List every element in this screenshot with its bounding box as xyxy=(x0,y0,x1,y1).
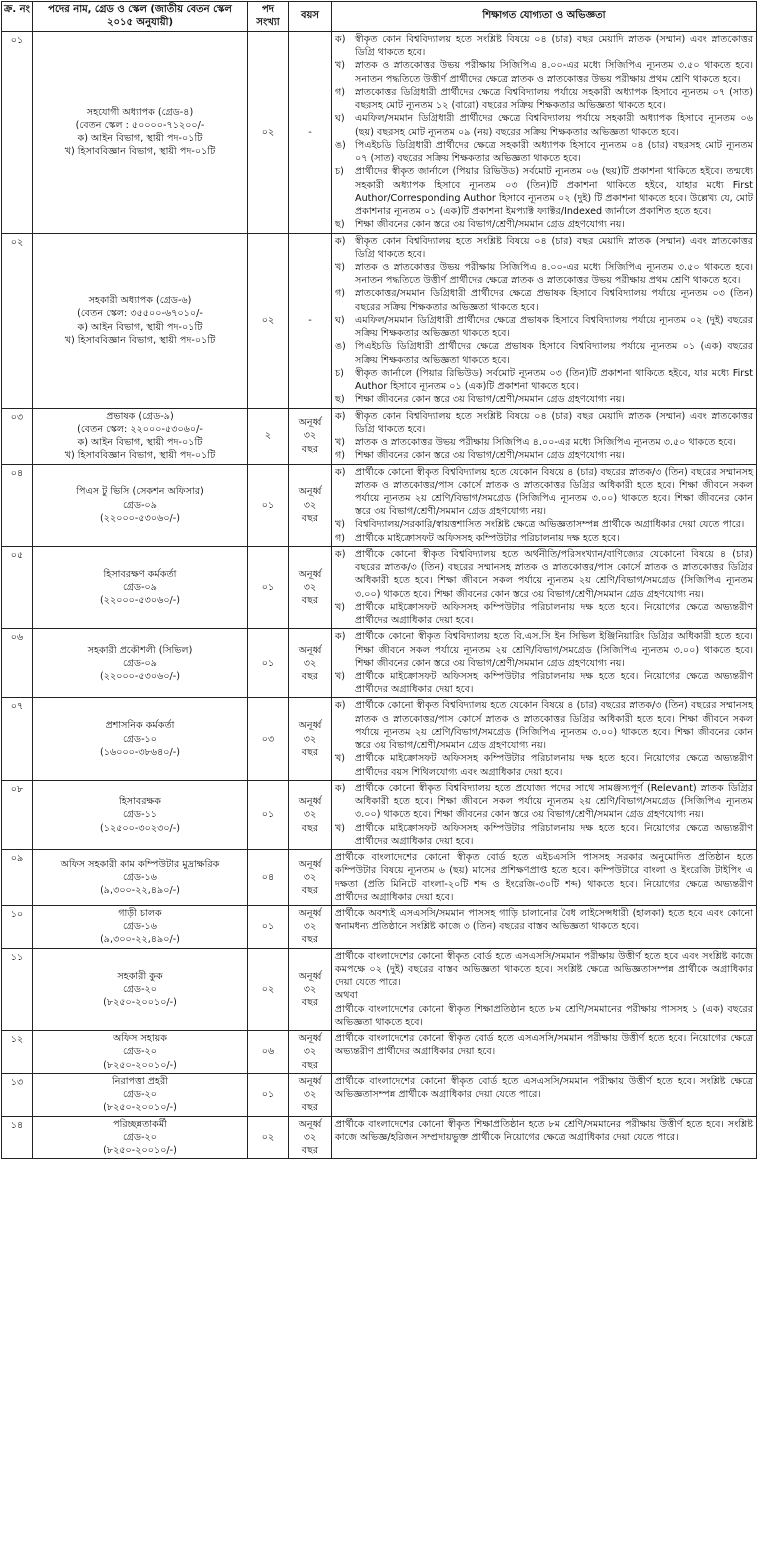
qualification-item xyxy=(335,1032,753,1058)
post-title: প্রশাসনিক কর্মকর্তা xyxy=(105,720,175,732)
table-row xyxy=(2,850,757,906)
qualification-marker: ক) xyxy=(335,631,346,643)
age-line: ৩২ xyxy=(303,1046,317,1058)
qualification-item xyxy=(335,393,753,406)
age-line: বছর xyxy=(301,671,319,683)
qualification-marker: গ) xyxy=(335,450,346,462)
qualification-item xyxy=(335,532,753,545)
qualification-cell xyxy=(332,464,757,546)
age-cell xyxy=(289,906,332,949)
qualification-marker: খ) xyxy=(335,601,346,613)
age-line: অনূর্ধ্ব xyxy=(298,908,322,919)
post-detail: (২২০০০-৫৩০৬০/-) xyxy=(99,671,180,683)
post-cell xyxy=(33,698,248,780)
age-line: ৩২ xyxy=(303,921,317,933)
qualification-text: স্নাতক ও স্নাতকোত্তর উভয় পরীক্ষায় সিজিপিএ ৪.০০-এর মধ্যে সিজিপিএ ন্যূনতম ৩.৫০ থাকতে হবে। সনাতন পদ্ধতিতে উত্তীর্ণ প্রার্থীদের ক্ষেত্রে স্নাতক ও স্নাতকোত্তর উভয় পরীক্ষায় প্রথম শ্রেণি থাকতে হবে। xyxy=(355,261,753,287)
age-line: বছর xyxy=(301,1144,319,1156)
qualification-item xyxy=(335,287,753,313)
post-detail: গ্রেড-১১ xyxy=(122,809,158,821)
age-cell xyxy=(289,948,332,1030)
qualification-text: স্নাতক ও স্নাতকোত্তর উভয় পরীক্ষায় সিজিপিএ ৪.০০-এর মধ্যে সিজিপিএ ন্যূনতম ৩.৫০ থাকতে হবে। xyxy=(355,437,736,449)
qualification-item xyxy=(335,218,753,231)
qualification-text: প্রার্থীকে কোনো স্বীকৃত বিশ্ববিদ্যালয় হতে অর্থনীতি/পরিসংখ্যান/বাণিজ্যের যেকোনো বিষয়ে ৪ (চার) বছরের স্নাতক/৩ (তিন) বছরের সম্মানসহ স্নাতক ও স্নাতকোত্তর/পাস কোর্সে স্নাতক ও স্নাতকোত্তর ডিগ্রির অধিকারী হতে হবে। শিক্ষা জীবনে সকল পর্যায়ে ন্যূনতম ২য় শ্রেণি/বিভাগ/সমগ্রেড (সিজিপিএ ন্যূনতম ৩.০০) থাকতে হবে। শিক্ষা জীবনের কোন স্তরে ৩য় বিভাগ/শ্রেণী/সমমান গ্রেড গ্রহণযোগ্য নয়। xyxy=(355,548,753,600)
serial-cell: ১৩ xyxy=(2,1073,33,1116)
vacancy-table xyxy=(1,1,757,1159)
qualification-item xyxy=(335,165,753,218)
qualification-text: প্রার্থীকে বাংলাদেশের কোনো স্বীকৃত শিক্ষাপ্রতিষ্ঠান হতে ৮ম শ্রেণি/সমমানের পরীক্ষায় পাসসহ ১ (এক) বছরের অভিজ্ঞতা থাকতে হবে। xyxy=(335,1003,753,1028)
post-cell xyxy=(33,546,248,628)
age-line: ৩২ xyxy=(303,657,317,669)
table-row xyxy=(2,1031,757,1074)
post-detail: (১২৫০০-৩০২৩০/-) xyxy=(100,822,180,834)
post-cell xyxy=(33,1116,248,1159)
qualification-text: প্রার্থীকে মাইক্রোসফট অফিসসহ কম্পিউটার পরিচালনায় দক্ষ হতে হবে। নিয়োগের ক্ষেত্রে অভ্যন্তরীণ প্রার্থীদের অগ্রাধিকার দেয়া হবে। xyxy=(355,671,753,696)
qualification-marker: গ) xyxy=(335,532,346,544)
qualification-item xyxy=(335,822,753,848)
post-cell xyxy=(33,32,248,234)
qualification-text: শিক্ষা জীবনের কোন স্তরে ৩য় বিভাগ/শ্রেণী/সমমান গ্রেড গ্রহণযোগ্য নয়। xyxy=(355,219,625,231)
table-row xyxy=(2,233,757,408)
serial-cell: ১০ xyxy=(2,906,33,949)
post-detail: (২২০০০-৫৩০৬০/-) xyxy=(99,512,180,524)
post-cell xyxy=(33,1031,248,1074)
qualification-text: এমফিল/সমমান ডিগ্রিধারী প্রার্থীদের ক্ষেত্রে বিশ্ববিদ্যালয় পর্যায়ে সহকারী অধ্যাপক হিসাবে ন্যূনতম ০৬ (ছয়) বছরসহ মোট ন্যূনতম ০৯ (নয়) বছরের সক্রিয় শিক্ষকতার অভিজ্ঞতা থাকতে হবে। xyxy=(355,113,753,138)
qualification-item xyxy=(335,33,753,59)
age-line: অনূর্ধ্ব xyxy=(298,1033,322,1045)
serial-cell: ০৭ xyxy=(2,698,33,780)
post-detail: (বেতন স্কেল: ৩৫৫০০-৬৭০১০/- xyxy=(77,308,203,320)
qualification-text: স্নাতক ও স্নাতকোত্তর উভয় পরীক্ষায় সিজিপিএ ৪.০০-এর মধ্যে সিজিপিএ ন্যূনতম ৩.৫০ থাকতে হবে। সনাতন পদ্ধতিতে উত্তীর্ণ প্রার্থীদের ক্ষেত্রে স্নাতক ও স্নাতকোত্তর উভয় পরীক্ষায় প্রথম শ্রেণি থাকতে হবে। xyxy=(355,60,753,85)
post-cell xyxy=(33,1073,248,1116)
post-detail: গ্রেড-০৯ xyxy=(122,657,158,669)
age-cell xyxy=(289,629,332,698)
qualification-marker: খ) xyxy=(335,437,346,449)
qualification-marker: গ) xyxy=(335,86,346,98)
age-line: বছর xyxy=(301,512,319,524)
qualification-text: প্রার্থীকে মাইক্রোসফট অফিসসহ কম্পিউটার পরিচালনায় দক্ষ হতে হবে। নিয়োগের ক্ষেত্রে অভ্যন্তরীণ প্রার্থীদের অগ্রাধিকার দেয়া হবে। xyxy=(355,822,753,847)
qualification-text: অথবা xyxy=(335,990,358,1002)
qualification-text: প্রার্থীকে বাংলাদেশের কোনো স্বীকৃত বোর্ড হতে এইচএসসি পাসসহ সরকার অনুমোদিত প্রতিষ্ঠান হতে কম্পিউটার বিষয়ে ন্যূনতম ৬ (ছয়) মাসের প্রশিক্ষণপ্রাপ্ত হতে হবে। কম্পিউটারে বাংলা ও ইংরেজি টাইপিং এ দক্ষতা (প্রতি মিনিটে বাংলা-২০টি শব্দ ও ইংরেজি-৩০টি শব্দ) থাকতে হবে। নিয়োগের ক্ষেত্রে অভ্যন্তরীণ প্রার্থীদের অগ্রাধিকার দেয়া হবে। xyxy=(335,852,753,903)
qualification-item xyxy=(335,112,753,138)
post-title: সহকারী কুক xyxy=(117,970,163,982)
qualification-cell xyxy=(332,850,757,906)
qualification-text: শিক্ষা জীবনের কোন স্তরে ৩য় বিভাগ/শ্রেণী/সমমান গ্রেড গ্রহণযোগ্য নয়। xyxy=(355,450,625,462)
age-line: ৩২ xyxy=(303,733,317,745)
qualification-text: এমফিল/সমমান ডিগ্রিধারী প্রার্থীদের ক্ষেত্রে প্রভাষক হিসাবে বিশ্ববিদ্যালয় পর্যায়ে ন্যূনতম ০২ (দুই) বছরের সক্রিয় শিক্ষকতার অভিজ্ঞতা থাকতে হবে। xyxy=(355,314,753,340)
table-row xyxy=(2,1073,757,1116)
age-line: বছর xyxy=(301,1059,319,1071)
post-detail: গ্রেড-০৯ xyxy=(122,581,158,593)
post-detail: খ) হিসাববিজ্ঞান বিভাগ, স্থায়ী পদ-০১টি xyxy=(64,146,216,158)
serial-cell: ০২ xyxy=(2,233,33,408)
post-detail: খ) হিসাববিজ্ঞান বিভাগ, স্থায়ী পদ-০১টি xyxy=(64,334,216,346)
age-cell xyxy=(289,1116,332,1159)
qualification-item xyxy=(335,410,753,436)
serial-cell: ০১ xyxy=(2,32,33,234)
qualification-item xyxy=(335,989,753,1002)
age-line: - xyxy=(308,314,312,326)
table-body xyxy=(2,32,757,1159)
qualification-cell xyxy=(332,629,757,698)
qualification-cell xyxy=(332,1031,757,1074)
post-count-cell: ০২ xyxy=(248,1116,289,1159)
post-detail: গ্রেড-০৯ xyxy=(122,499,158,511)
qualification-item xyxy=(335,261,753,287)
qualification-text: স্বীকৃত কোন বিশ্ববিদ্যালয় হতে সংশ্লিষ্ট বিষয়ে ০৪ (চার) বছর মেয়াদি স্নাতক (সম্মান) এবং স্নাতকোত্তর ডিগ্রি থাকতে হবে। xyxy=(355,410,753,435)
post-detail: গ্রেড-১০ xyxy=(122,733,158,745)
qualification-text: স্নাতকোত্তর/সমমান ডিগ্রিধারী প্রার্থীদের ক্ষেত্রে প্রভাষক হিসাবে বিশ্ববিদ্যালয় পর্যায়ে ন্যূনতম ০৩ (তিন) বছরের সক্রিয় শিক্ষকতার অভিজ্ঞতা থাকতে হবে। xyxy=(355,288,753,313)
qualification-text: প্রার্থীকে কোনো স্বীকৃত বিশ্ববিদ্যালয় হতে প্রযোজ্য পদের সাথে সামঞ্জস্যপূর্ণ (Relevant) স্নাতক ডিগ্রির অধিকারী হতে হবে। শিক্ষা জীবনে সকল পর্যায়ে ন্যূনতম ২য় শ্রেণি/বিভাগ/সমগ্রেড (সিজিপিএ ন্যূনতম ৩.০০) থাকতে হবে। শিক্ষা জীবনের কোন স্তরে ৩য় বিভাগ/শ্রেণী/সমমান গ্রেড গ্রহণযোগ্য নয়। xyxy=(355,782,753,821)
age-line: বছর xyxy=(301,746,319,758)
serial-cell: ০৯ xyxy=(2,850,33,906)
age-line: অনূর্ধ্ব xyxy=(298,858,322,870)
age-line: অনূর্ধ্ব xyxy=(298,796,322,808)
qualification-marker: ঙ) xyxy=(335,341,346,353)
qualification-text: স্বীকৃত জার্নালে (পিয়ার রিভিউড) সর্বমোট ন্যূনতম ০৩ (তিন)টি প্রকাশনা থাকিতে হইবে, যার মধ্যে First Author হিসাবে ন্যূনতম ০১ (এক)টি প্রকাশনা থাকতে হবে। xyxy=(355,367,753,393)
age-cell xyxy=(289,698,332,780)
qualification-marker: ঘ) xyxy=(335,314,345,326)
age-line: বছর xyxy=(301,1102,319,1114)
qualification-text: স্বীকৃত কোন বিশ্ববিদ্যালয় হতে সংশ্লিষ্ট বিষয়ে ০৪ (চার) বছর মেয়াদি স্নাতক (সম্মান) এবং স্নাতকোত্তর ডিগ্রি থাকতে হবে। xyxy=(355,235,753,260)
qualification-item xyxy=(335,1003,753,1029)
qualification-item xyxy=(335,86,753,112)
post-detail: (বেতন স্কেল : ৫০০০০-৭১২০০/- xyxy=(75,120,205,132)
post-count-cell: ০১ xyxy=(248,906,289,949)
qualification-item xyxy=(335,630,753,670)
table-row xyxy=(2,780,757,849)
post-detail: (৮২৫০-২০০১০/-) xyxy=(103,1144,177,1156)
qualification-item xyxy=(335,1118,753,1144)
qualification-cell xyxy=(332,1116,757,1159)
post-title: অফিস সহায়ক xyxy=(113,1033,167,1045)
post-count-cell: ০২ xyxy=(248,948,289,1030)
post-cell xyxy=(33,629,248,698)
qualification-cell xyxy=(332,546,757,628)
qualification-item xyxy=(335,601,753,627)
age-line: ৩২ xyxy=(303,430,317,442)
table-row xyxy=(2,464,757,546)
post-count-cell: ০১ xyxy=(248,629,289,698)
age-line: অনূর্ধ্ব xyxy=(298,568,322,580)
qualification-marker: চ) xyxy=(335,166,344,178)
qualification-marker: ক) xyxy=(335,548,346,560)
qualification-item xyxy=(335,851,753,904)
post-count-cell: ০৬ xyxy=(248,1031,289,1074)
qualification-item xyxy=(335,782,753,822)
qualification-cell xyxy=(332,32,757,234)
qualification-cell xyxy=(332,906,757,949)
age-cell xyxy=(289,1031,332,1074)
post-title: গাড়ী চালক xyxy=(118,908,162,919)
qualification-text: প্রার্থীকে বাংলাদেশের কোনো স্বীকৃত বোর্ড হতে এসএসসি/সমমান পরীক্ষায় উত্তীর্ণ হতে হবে। নিয়োগের ক্ষেত্রে অভ্যন্তরীণ প্রার্থীদের অগ্রাধিকার দেয়া হবে। xyxy=(335,1033,753,1058)
post-title: হিসাবরক্ষণ কর্মকর্তা xyxy=(103,568,177,580)
post-detail: গ্রেড-১৬ xyxy=(122,921,158,933)
serial-cell: ০৬ xyxy=(2,629,33,698)
table-row xyxy=(2,629,757,698)
post-cell xyxy=(33,906,248,949)
post-count-cell: ০১ xyxy=(248,546,289,628)
post-count-cell: ০১ xyxy=(248,1073,289,1116)
qualification-item xyxy=(335,518,753,531)
qualification-marker: ক) xyxy=(335,466,346,478)
post-detail: গ্রেড-২০ xyxy=(122,1131,158,1143)
post-detail: (৮২৫০-২০০১০/-) xyxy=(103,1059,177,1071)
qualification-text: বিশ্ববিদ্যালয়/সরকারি/স্বায়ত্তশাসিত সংশ্লিষ্ট ক্ষেত্রে অভিজ্ঞতাসম্পন্ন প্রার্থীকে অগ্রাধিকার দেয়া যেতে পারে। xyxy=(355,519,745,531)
age-cell xyxy=(289,780,332,849)
qualification-text: শিক্ষা জীবনের কোন স্তরে ৩য় বিভাগ/শ্রেণী/সমমান গ্রেড গ্রহণযোগ্য নয়। xyxy=(355,394,625,406)
post-count-cell: ০১ xyxy=(248,464,289,546)
post-detail: গ্রেড-২০ xyxy=(122,1089,158,1101)
qualification-marker: খ) xyxy=(335,519,346,531)
serial-cell: ০৫ xyxy=(2,546,33,628)
qualification-cell xyxy=(332,780,757,849)
qualification-cell xyxy=(332,408,757,464)
age-cell xyxy=(289,408,332,464)
qualification-item xyxy=(335,548,753,601)
qualification-cell xyxy=(332,948,757,1030)
qualification-cell xyxy=(332,233,757,408)
post-title: প্রভাষক (গ্রেড-৯) xyxy=(106,410,174,422)
qualification-cell xyxy=(332,1073,757,1116)
table-row xyxy=(2,408,757,464)
header-serial: ক্র. নং xyxy=(2,2,33,32)
post-cell xyxy=(33,850,248,906)
age-line: অনূর্ধ্ব xyxy=(298,486,322,498)
qualification-item xyxy=(335,235,753,261)
qualification-item xyxy=(335,436,753,449)
age-line: ৩২ xyxy=(303,1131,317,1143)
qualification-item xyxy=(335,449,753,462)
qualification-item xyxy=(335,314,753,340)
post-cell xyxy=(33,948,248,1030)
post-detail: গ্রেড-২০ xyxy=(122,1046,158,1058)
qualification-text: পিএইচডি ডিগ্রিধারী প্রার্থীদের ক্ষেত্রে সহকারী অধ্যাপক হিসাবে ন্যূনতম ০৪ (চার) বছরসহ মোট ন্যূনতম ০৭ (সাত) বছরের সক্রিয় শিক্ষকতার অভিজ্ঞতা থাকতে হবে। xyxy=(355,139,753,165)
age-cell xyxy=(289,233,332,408)
post-detail: খ) হিসাববিজ্ঞান বিভাগ, স্থায়ী পদ-০১টি xyxy=(64,450,216,462)
qualification-marker: ক) xyxy=(335,410,346,422)
post-detail: ক) আইন বিভাগ, স্থায়ী পদ-০১টি xyxy=(77,321,203,333)
qualification-marker: খ) xyxy=(335,671,346,683)
age-line: বছর xyxy=(301,822,319,834)
qualification-item xyxy=(335,367,753,393)
post-cell xyxy=(33,780,248,849)
qualification-marker: খ) xyxy=(335,60,346,72)
age-cell xyxy=(289,464,332,546)
age-line: বছর xyxy=(301,595,319,607)
qualification-item xyxy=(335,1075,753,1101)
age-line: ৩২ xyxy=(303,581,317,593)
qualification-marker: চ) xyxy=(335,367,344,379)
age-line: অনূর্ধ্ব xyxy=(298,1118,322,1130)
post-detail: (৮২৫০-২০০১০/-) xyxy=(103,1102,177,1114)
post-detail: (২২০০০-৫৩০৬০/-) xyxy=(99,595,180,607)
serial-cell: ০৩ xyxy=(2,408,33,464)
qualification-marker: ঘ) xyxy=(335,113,345,125)
post-count-cell: ২ xyxy=(248,408,289,464)
post-title: পরিচ্ছন্নতাকর্মী xyxy=(113,1118,167,1130)
table-row xyxy=(2,1116,757,1159)
post-detail: (৯,৩০০-২২,৪৯০/-) xyxy=(100,934,180,946)
qualification-item xyxy=(335,139,753,165)
post-title: সহযোগী অধ্যাপক (গ্রেড-৪) xyxy=(86,106,194,118)
post-count-cell: ০২ xyxy=(248,233,289,408)
qualification-text: প্রার্থীকে কোনো স্বীকৃত বিশ্ববিদ্যালয় হতে যেকোন বিষয়ে ৪ (চার) বছরের স্নাতক/৩ (তিন) বছরের সম্মানসহ স্নাতক ও স্নাতকোত্তর/পাস কোর্সে স্নাতক ও স্নাতকোত্তর ডিগ্রির অধিকারী হতে হবে। শিক্ষা জীবনে সকল পর্যায়ে ন্যূনতম ২য় শ্রেণি/বিভাগ/সমগ্রেড (সিজিপিএ ন্যূনতম ৩.০০) থাকতে হবে। শিক্ষা জীবনের কোন স্তরে ৩য় বিভাগ/শ্রেণী/সমমান গ্রেড গ্রহণযোগ্য নয়। xyxy=(355,466,753,518)
qualification-text: প্রার্থীকে মাইক্রোসফট অফিসসহ কম্পিউটার পরিচালনায় দক্ষ হতে হবে। xyxy=(355,532,620,544)
qualification-item xyxy=(335,752,753,778)
qualification-marker: ক) xyxy=(335,235,346,247)
table-row xyxy=(2,948,757,1030)
qualification-text: পিএইচডি ডিগ্রিধারী প্রার্থীদের ক্ষেত্রে প্রভাষক হিসাবে বিশ্ববিদ্যালয় পর্যায়ে ন্যূনতম ০১ (এক) বছরের সক্রিয় শিক্ষকতার অভিজ্ঞতা থাকতে হবে। xyxy=(355,341,753,366)
qualification-text: প্রার্থীকে বাংলাদেশের কোনো স্বীকৃত বোর্ড হতে এসএসসি/সমমান পরীক্ষায় উত্তীর্ণ হতে হবে এবং সংশ্লিষ্ট কাজে কমপক্ষে ০২ (দুই) বছরের বাস্তব অভিজ্ঞতা থাকতে হবে। সংশ্লিষ্ট ক্ষেত্রে অভিজ্ঞতাসম্পন্ন প্রার্থীকে অগ্রাধিকার দেয়া যেতে পারে। xyxy=(335,950,753,989)
post-count-cell: ০৪ xyxy=(248,850,289,906)
qualification-item xyxy=(335,670,753,696)
post-detail: (৮২৫০-২০০১০/-) xyxy=(103,997,177,1009)
table-row xyxy=(2,32,757,234)
age-line: অনূর্ধ্ব xyxy=(298,417,322,429)
age-line: অনূর্ধ্ব xyxy=(298,1075,322,1087)
table-row xyxy=(2,546,757,628)
age-line: বছর xyxy=(301,997,319,1009)
age-line: বছর xyxy=(301,934,319,946)
qualification-cell xyxy=(332,698,757,780)
qualification-marker: গ) xyxy=(335,288,346,300)
post-detail: (১৬০০০-৩৮৬৪০/-) xyxy=(100,746,180,758)
qualification-text: প্রার্থীকে কোনো স্বীকৃত বিশ্ববিদ্যালয় হতে যেকোন বিষয়ে ৪ (চার) বছরের স্নাতক/৩ (তিন) বছরের সম্মানসহ স্নাতক ও স্নাতকোত্তর/পাস কোর্সে স্নাতক ও স্নাতকোত্তর ডিগ্রির অধিকারী হতে হবে। শিক্ষা জীবনে সকল পর্যায়ে ন্যূনতম ২য় শ্রেণি/বিভাগ/সমগ্রেড (সিজিপিএ ন্যূনতম ৩.০০) থাকতে হবে। শিক্ষা জীবনের কোন স্তরে ৩য় বিভাগ/শ্রেণী/সমমান গ্রেড গ্রহণযোগ্য নয়। xyxy=(355,700,753,752)
table-header-row xyxy=(2,2,757,32)
age-line: বছর xyxy=(301,885,319,897)
age-line: ৩২ xyxy=(303,871,317,883)
age-line: ৩২ xyxy=(303,499,317,511)
qualification-item xyxy=(335,340,753,366)
post-detail: গ্রেড-২০ xyxy=(122,983,158,995)
serial-cell: ০৪ xyxy=(2,464,33,546)
qualification-item xyxy=(335,907,753,933)
qualification-text: প্রার্থীকে কোনো স্বীকৃত বিশ্ববিদ্যালয় হতে বি.এস.সি ইন সিভিল ইঞ্জিনিয়ারিং ডিগ্রির অধিকারী হতে হবে। শিক্ষা জীবনে সকল পর্যায়ে ন্যূনতম ২য় শ্রেণি/বিভাগ/সমগ্রেড (সিজিপিএ ন্যূনতম ৩.০০) থাকতে হবে। শিক্ষা জীবনের কোন স্তরে ৩য় বিভাগ/শ্রেণী/সমমান গ্রেড গ্রহণযোগ্য নয়। xyxy=(355,631,753,669)
post-title: হিসাবরক্ষক xyxy=(118,796,161,808)
post-title: পিএস টু ভিসি (সেকশন অফিসার) xyxy=(76,486,204,498)
qualification-item xyxy=(335,466,753,519)
serial-cell: ০৮ xyxy=(2,780,33,849)
post-detail: গ্রেড-১৬ xyxy=(122,871,158,883)
age-line: ৩২ xyxy=(303,809,317,821)
qualification-marker: ছ) xyxy=(335,394,345,406)
age-line: অনূর্ধ্ব xyxy=(298,720,322,732)
qualification-text: স্নাতকোত্তর ডিগ্রিধারী প্রার্থীদের ক্ষেত্রে বিশ্ববিদ্যালয় পর্যায়ে সহকারী অধ্যাপক হিসাবে ন্যূনতম ০৭ (সাত) বছরসহ মোট ন্যূনতম ১২ (বারো) বছরের সক্রিয় শিক্ষকতার অভিজ্ঞতা থাকতে হবে। xyxy=(355,86,753,112)
age-cell xyxy=(289,546,332,628)
post-count-cell: ০১ xyxy=(248,780,289,849)
qualification-marker: ক) xyxy=(335,782,346,794)
qualification-marker: খ) xyxy=(335,822,346,834)
post-detail: ক) আইন বিভাগ, স্থায়ী পদ-০১টি xyxy=(77,437,203,449)
qualification-marker: ক) xyxy=(335,700,346,712)
qualification-text: প্রার্থীকে মাইক্রোসফট অফিসসহ কম্পিউটার পরিচালনায় দক্ষ হতে হবে। নিয়োগের ক্ষেত্রে অভ্যন্তরীণ প্রার্থীদের অগ্রাধিকার দেয়া হবে। xyxy=(355,601,753,627)
age-line: ৩২ xyxy=(303,983,317,995)
table-row xyxy=(2,698,757,780)
post-cell xyxy=(33,233,248,408)
qualification-text: প্রার্থীকে মাইক্রোসফট অফিসসহ কম্পিউটার পরিচালনায় দক্ষ হতে হবে। নিয়োগের ক্ষেত্রে অভ্যন্তরীণ প্রার্থীদের বয়স শিথিলযোগ্য এবং অগ্রাধিকার দেয়া হবে। xyxy=(355,753,753,778)
post-title: নিরাপত্তা প্রহরী xyxy=(112,1075,168,1087)
qualification-text: প্রার্থীকে বাংলাদেশের কোনো স্বীকৃত শিক্ষাপ্রতিষ্ঠান হতে ৮ম শ্রেণি/সমমানের পরীক্ষায় উত্তীর্ণ হতে হবে। সংশ্লিষ্ট কাজে অভিজ্ঞ/হরিজন সম্প্রদায়ভুক্ত প্রার্থীকে নিয়োগের ক্ষেত্রে অগ্রাধিকার দেয়া যেতে পারে। xyxy=(335,1118,753,1143)
post-title: অফিস সহকারী কাম কম্পিউটার মুদ্রাক্ষরিক xyxy=(60,858,220,870)
qualification-item xyxy=(335,699,753,752)
post-detail: (বেতন স্কেল: ২২০০০-৫৩০৬০/- xyxy=(77,423,203,435)
serial-cell: ১২ xyxy=(2,1031,33,1074)
age-cell xyxy=(289,1073,332,1116)
qualification-marker: খ) xyxy=(335,753,346,765)
age-line: ৩২ xyxy=(303,1089,317,1101)
qualification-marker: ছ) xyxy=(335,219,345,231)
post-count-cell: ০২ xyxy=(248,32,289,234)
serial-cell: ১১ xyxy=(2,948,33,1030)
qualification-text: প্রার্থীদের স্বীকৃত জার্নালে (পিয়ার রিভিউড) সর্বমোট ন্যূনতম ০৬ (ছয়)টি প্রকাশনা থাকিতে হইবে। তন্মধ্যে সহকারী অধ্যাপক হিসাবে ন্যূনতম ০৩ (তিন)টি প্রকাশনা থাকিতে হইবে, যাহার মধ্যে First Author/Corresponding Author হিসাবে ন্যূনতম ০২ (দুই) টি প্রকাশনা থাকতে হবে। উল্লেখ্য যে, মোট প্রকাশনার ন্যূনতম ০১ (এক)টি প্রকাশনা ইমপ্যাক্ট ফ্যাক্টর/Indexed জার্নালে প্রকাশিত হতে হবে। xyxy=(355,166,753,218)
qualification-text: স্বীকৃত কোন বিশ্ববিদ্যালয় হতে সংশ্লিষ্ট বিষয়ে ০৪ (চার) বছর মেয়াদি স্নাতক (সম্মান) এবং স্নাতকোত্তর ডিগ্রি থাকতে হবে। xyxy=(355,34,753,59)
header-count: পদ সংখ্যা xyxy=(248,2,289,32)
header-post: পদের নাম, গ্রেড ও স্কেল (জাতীয় বেতন স্কেল ২০১৫ অনুযায়ী) xyxy=(33,2,248,32)
header-qualification: শিক্ষাগত যোগ্যতা ও অভিজ্ঞতা xyxy=(332,2,757,32)
qualification-marker: ঙ) xyxy=(335,139,346,151)
post-cell xyxy=(33,408,248,464)
table-row xyxy=(2,906,757,949)
post-detail: ক) আইন বিভাগ, স্থায়ী পদ-০১টি xyxy=(77,133,203,145)
qualification-marker: ক) xyxy=(335,34,346,45)
qualification-marker: খ) xyxy=(335,261,346,273)
serial-cell: ১৪ xyxy=(2,1116,33,1159)
post-cell xyxy=(33,464,248,546)
age-line: অনূর্ধ্ব xyxy=(298,644,322,656)
age-cell xyxy=(289,850,332,906)
header-age: বয়স xyxy=(289,2,332,32)
post-detail: (৯,৩০০-২২,৪৯০/-) xyxy=(100,885,180,897)
qualification-text: প্রার্থীকে বাংলাদেশের কোনো স্বীকৃত বোর্ড হতে এসএসসি/সমমান পরীক্ষায় উত্তীর্ণ হতে হবে। সংশ্লিষ্ট ক্ষেত্রে অভিজ্ঞতাসম্পন্ন প্রার্থীকে অগ্রাধিকার দেয়া যেতে পারে। xyxy=(335,1075,753,1101)
post-title: সহকারী প্রকৌশলী (সিভিল) xyxy=(87,644,193,656)
age-line: বছর xyxy=(301,443,319,455)
age-cell xyxy=(289,32,332,234)
post-title: সহকারী অধ্যাপক (গ্রেড-৬) xyxy=(88,295,192,307)
qualification-item xyxy=(335,59,753,85)
qualification-item xyxy=(335,950,753,990)
age-line: - xyxy=(308,126,312,138)
age-line: অনূর্ধ্ব xyxy=(298,970,322,982)
qualification-text: প্রার্থীকে অবশ্যই এসএসসি/সমমান পাসসহ গাড়ি চালানোর বৈধ লাইসেন্সধারী (হালকা) হতে হবে এবং কোনো স্বনামধন্য প্রতিষ্ঠানে সংশ্লিষ্ট কাজে ৩ (তিন) বছরের বাস্তব অভিজ্ঞতা থাকতে হবে। xyxy=(335,908,753,933)
post-count-cell: ০৩ xyxy=(248,698,289,780)
